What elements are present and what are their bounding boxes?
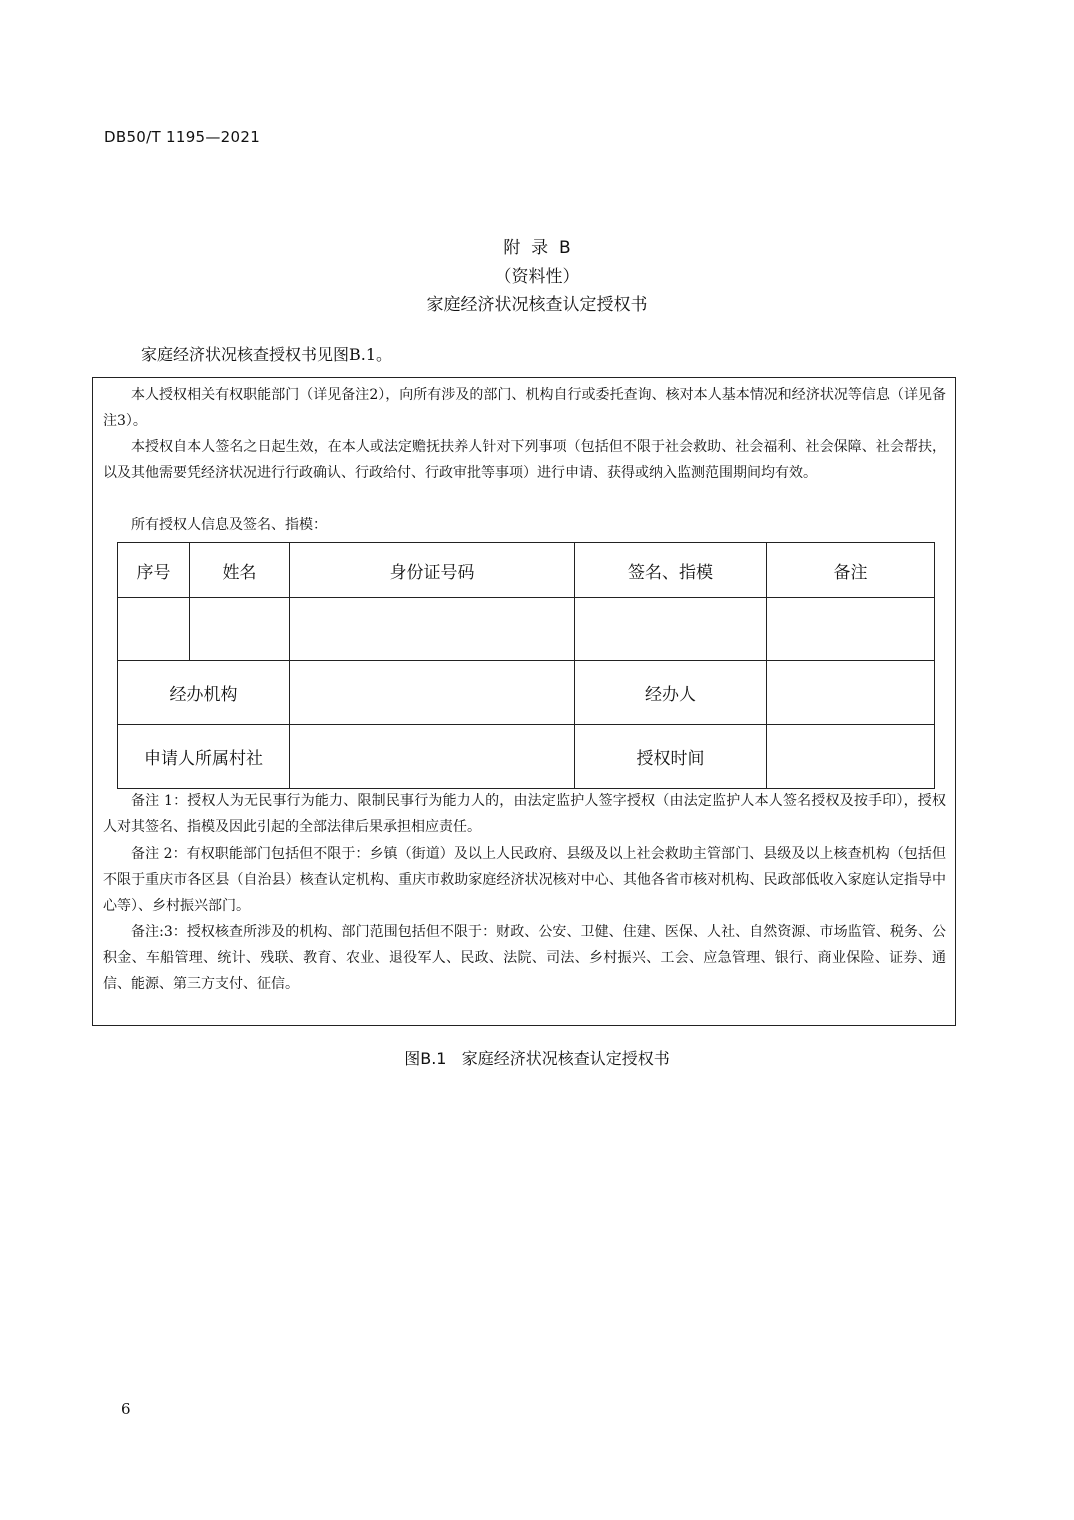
- figure-caption: 图B.1 家庭经济状况核查认定授权书: [404, 1049, 670, 1068]
- standard-code: DB50/T 1195—2021: [104, 128, 261, 146]
- col-header-id-number: 身份证号码: [290, 543, 575, 598]
- village-row: [118, 725, 935, 789]
- index-cell[interactable]: [118, 598, 190, 661]
- authorizer-table: [117, 542, 935, 789]
- col-header-name: 姓名: [190, 543, 290, 598]
- form-paragraph-1: 本人授权相关有权职能部门（详见备注2），向所有涉及的部门、机构自行或委托查询、核对本人基本情况和经济状况等信息（详见备注3）。: [103, 387, 946, 429]
- note-2: 备注 2：有权职能部门包括但不限于：乡镇（街道）及以上人民政府、县级及以上社会救助主管部门、县级及以上核查机构（包括但不限于重庆市各区县（自治县）核查认定机构、重庆市救助家庭经济状况核对中心、其他各省市核对机构、民政部低收入家庭认定指导中心等）、乡村振兴部门。: [103, 846, 946, 914]
- remarks-cell[interactable]: [767, 598, 935, 661]
- agency-row: [118, 661, 935, 725]
- appendix-name: 家庭经济状况核查认定授权书: [426, 295, 648, 315]
- id-number-cell[interactable]: [290, 598, 575, 661]
- village-label: 申请人所属村社: [118, 725, 290, 789]
- agency-label: 经办机构: [118, 661, 290, 725]
- col-header-signature: 签名、指模: [575, 543, 767, 598]
- handler-value-cell[interactable]: [767, 661, 935, 725]
- page-number: 6: [121, 1400, 131, 1418]
- col-header-remarks: 备注: [767, 543, 935, 598]
- handler-label: 经办人: [575, 661, 767, 725]
- table-header-row: [118, 543, 935, 598]
- form-paragraph-2: 本授权自本人签名之日起生效，在本人或法定赡抚扶养人针对下列事项（包括但不限于社会救助、社会福利、社会保障、社会帮扶，以及其他需要凭经济状况进行行政确认、行政给付、行政审批等事项）进行申请、获得或纳入监测范围期间均有效。: [103, 439, 946, 481]
- appendix-nature: （资料性）: [494, 267, 580, 287]
- signature-cell[interactable]: [575, 598, 767, 661]
- time-label: 授权时间: [575, 725, 767, 789]
- note-3: 备注:3：授权核查所涉及的机构、部门范围包括但不限于：财政、公安、卫健、住建、医保、人社、自然资源、市场监管、税务、公积金、车船管理、统计、残联、教育、农业、退役军人、民政、法院、司法、乡村振兴、工会、应急管理、银行、商业保险、证券、通信、能源、第三方支付、征信。: [103, 924, 946, 992]
- note-1: 备注 1：授权人为无民事行为能力、限制民事行为能力人的，由法定监护人签字授权（由法定监护人本人签名授权及按手印），授权人对其签名、指模及因此引起的全部法律后果承担相应责任。: [103, 793, 946, 835]
- table-row: [118, 598, 935, 661]
- form-paragraph-3: 所有授权人信息及签名、指模：: [131, 517, 327, 533]
- time-value-cell[interactable]: [767, 725, 935, 789]
- village-value-cell[interactable]: [290, 725, 575, 789]
- intro-text: 家庭经济状况核查授权书见图B.1。: [141, 345, 393, 364]
- agency-value-cell[interactable]: [290, 661, 575, 725]
- col-header-index: 序号: [118, 543, 190, 598]
- appendix-title: 附 录 B: [503, 238, 571, 258]
- name-cell[interactable]: [190, 598, 290, 661]
- authorization-form: [92, 377, 956, 1026]
